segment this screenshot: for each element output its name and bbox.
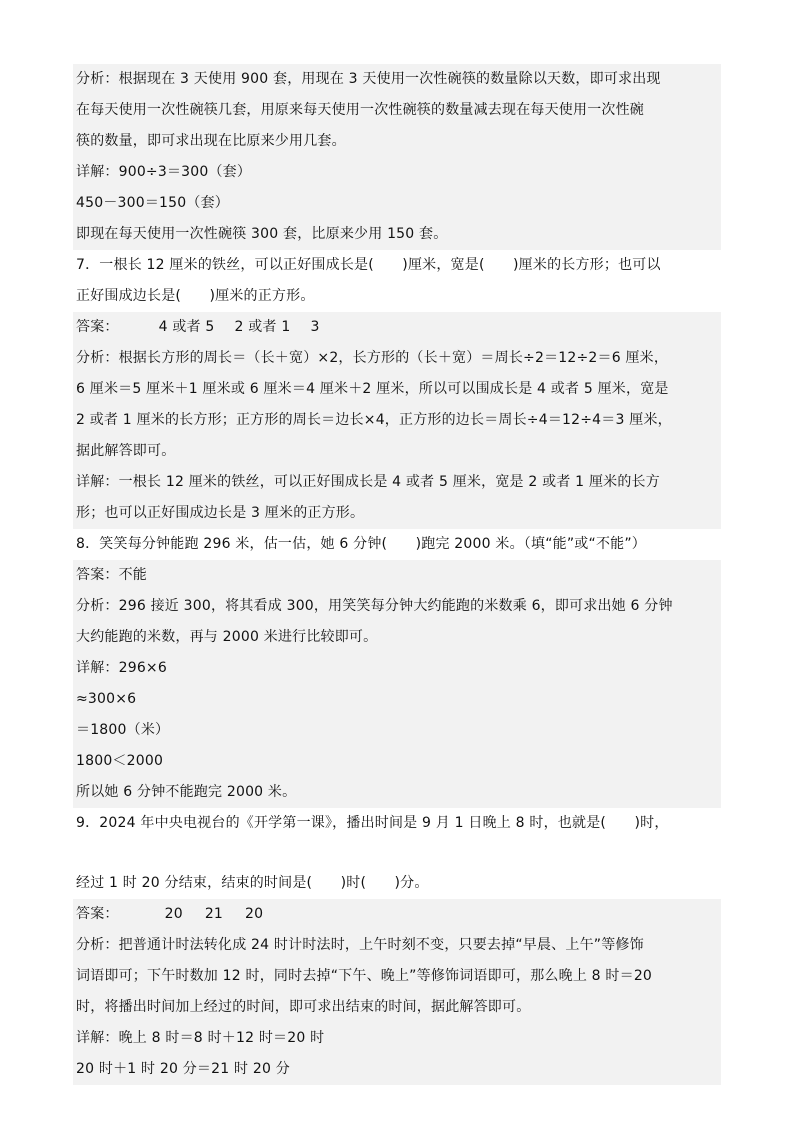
answer-value: 20 (164, 906, 183, 922)
text-line: 8．笑笑每分钟能跑 296 米，估一估，她 6 分钟( )跑完 2000 米。（填“能”或“不能”） (76, 536, 646, 552)
q8-analysis (73, 591, 721, 653)
q9-detail (73, 1023, 721, 1085)
text-line: 7．一根长 12 厘米的铁丝，可以正好围成长是( )厘米，宽是( )厘米的长方形；也可以 (76, 257, 661, 273)
text-line: 详解：一根长 12 厘米的铁丝，可以正好围成长是 4 或者 5 厘米，宽是 2 或者 1 厘米的长方 (76, 474, 660, 490)
answer-line: 答案：不能 (76, 567, 147, 583)
text-line: 正好围成边长是( )厘米的正方形。 (76, 288, 315, 304)
text-line: 9．2024 年中央电视台的《开学第一课》，播出时间是 9 月 1 日晚上 8 时，也就是( )时， (76, 815, 669, 831)
text-line: 词语即可；下午时数加 12 时，同时去掉“下午、晚上”等修饰词语即可，那么晚上 8 时＝20 (76, 968, 653, 984)
text-line: 分析：根据长方形的周长＝（长＋宽）×2，长方形的（长＋宽）＝周长÷2＝12÷2＝6 厘米， (76, 350, 669, 366)
q7-analysis (73, 343, 721, 467)
text-line: 即现在每天使用一次性碗筷 300 套，比原来少用 150 套。 (76, 226, 448, 242)
q8-question (73, 529, 721, 560)
text-line: 详解：900÷3＝300（套） (76, 164, 252, 180)
text-line: 分析：296 接近 300，将其看成 300，用笑笑每分钟大约能跑的米数乘 6，即可求出她 6 分钟 (76, 598, 673, 614)
q9-answer (73, 899, 721, 930)
text-line: 形；也可以正好围成边长是 3 厘米的正方形。 (76, 505, 365, 521)
p1-detail (73, 157, 721, 250)
text-line: 20 时＋1 时 20 分＝21 时 20 分 (76, 1061, 290, 1077)
text-line: 时，将播出时间加上经过的时间，即可求出结束的时间，据此解答即可。 (76, 999, 531, 1015)
text-line: 详解：296×6 (76, 660, 167, 676)
text-line: 分析：把普通计时法转化成 24 时计时法时，上午时刻不变，只要去掉“早晨、上午”等修饰 (76, 937, 644, 953)
answer-value: 20 (245, 906, 264, 922)
q9-question-line2 (73, 868, 721, 899)
q8-answer (73, 560, 721, 591)
answer-value: 4 或者 5 (158, 319, 215, 335)
q7-answer (73, 312, 721, 343)
text-line: 在每天使用一次性碗筷几套，用原来每天使用一次性碗筷的数量减去现在每天使用一次性碗 (76, 102, 644, 118)
text-line: 1800＜2000 (76, 753, 164, 769)
text-line: ＝1800（米） (76, 722, 170, 738)
answer-value: 3 (310, 319, 320, 335)
text-line: 据此解答即可。 (76, 443, 176, 459)
text-line: 所以她 6 分钟不能跑完 2000 米。 (76, 784, 297, 800)
text-line: 筷的数量，即可求出现在比原来少用几套。 (76, 133, 346, 149)
text-line: 大约能跑的米数，再与 2000 米进行比较即可。 (76, 629, 378, 645)
text-line: 详解：晚上 8 时＝8 时＋12 时＝20 时 (76, 1030, 325, 1046)
q9-question-line1 (73, 808, 721, 839)
answer-line (73, 899, 721, 930)
text-line: 分析：根据现在 3 天使用 900 套，用现在 3 天使用一次性碗筷的数量除以天数，即可求出现 (76, 71, 661, 87)
q9-analysis (73, 930, 721, 1023)
text-line: 6 厘米＝5 厘米＋1 厘米或 6 厘米＝4 厘米＋2 厘米，所以可以围成长是 4 或者 5 厘米，宽是 (76, 381, 669, 397)
text-line: 2 或者 1 厘米的长方形；正方形的周长＝边长×4，正方形的边长＝周长÷4＝12÷4＝3 厘米， (76, 412, 672, 428)
answer-value: 21 (204, 906, 224, 922)
q7-question (73, 250, 721, 312)
answer-label: 答案： (76, 906, 119, 922)
answer-line (73, 312, 721, 343)
answer-label: 答案： (76, 319, 119, 335)
p1-analysis (73, 64, 721, 157)
q7-detail (73, 467, 721, 529)
q8-detail (73, 653, 721, 808)
text-line: ≈300×6 (76, 691, 137, 707)
answer-value: 2 或者 1 (234, 319, 291, 335)
text-line: 450－300＝150（套） (76, 195, 229, 211)
text-line: 经过 1 时 20 分结束，结束的时间是( )时( )分。 (76, 875, 429, 891)
